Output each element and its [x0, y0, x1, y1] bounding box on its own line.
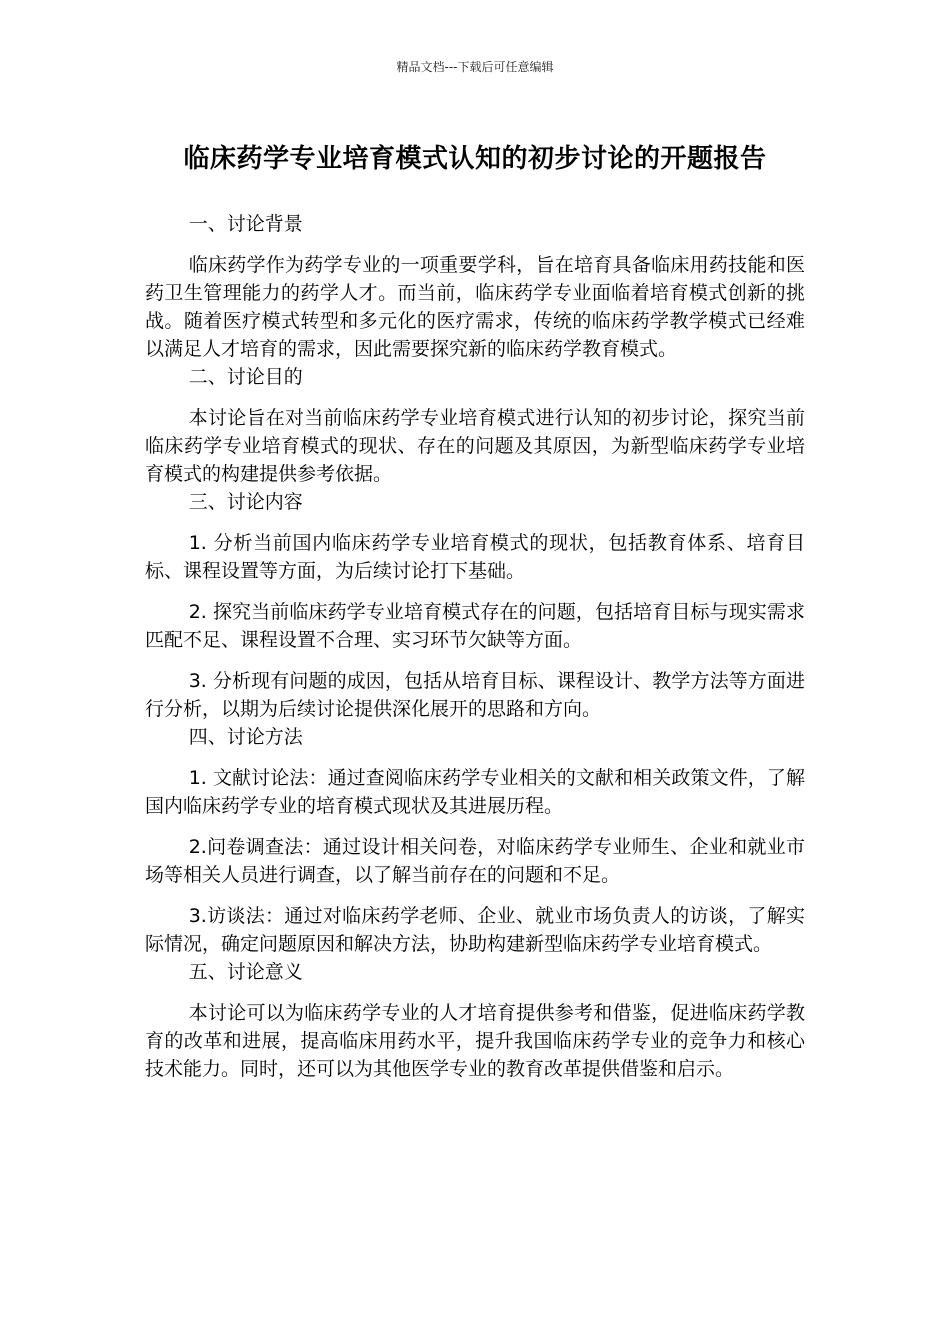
paragraph-method-item-3: 3.访谈法：通过对临床药学老师、企业、就业市场负责人的访谈，了解实际情况，确定问题原因和解决方法，协助构建新型临床药学专业培育模式。	[145, 905, 805, 955]
paragraph-purpose: 本讨论旨在对当前临床药学专业培育模式进行认知的初步讨论，探究当前临床药学专业培育模式的现状、存在的问题及其原因，为新型临床药学专业培育模式的构建提供参考依据。	[145, 407, 805, 485]
section-heading-content: 三、讨论内容	[188, 491, 303, 513]
section-heading-method: 四、讨论方法	[188, 726, 303, 748]
paragraph-content-item-1: 1. 分析当前国内临床药学专业培育模式的现状，包括教育体系、培育目标、课程设置等方面，为后续讨论打下基础。	[145, 532, 805, 582]
paragraph-content-item-3: 3. 分析现有问题的成因，包括从培育目标、课程设计、教学方法等方面进行分析，以期为后续讨论提供深化展开的思路和方向。	[145, 670, 805, 720]
document-body	[145, 210, 805, 1083]
document-title: 临床药学专业培育模式认知的初步讨论的开题报告	[183, 144, 767, 174]
section-heading-significance: 五、讨论意义	[188, 961, 303, 983]
section-heading-purpose: 二、讨论目的	[188, 366, 303, 388]
paragraph-content-item-2: 2. 探究当前临床药学专业培育模式存在的问题，包括培育目标与现实需求匹配不足、课程设置不合理、实习环节欠缺等方面。	[145, 601, 805, 651]
paragraph-method-item-2: 2.问卷调查法：通过设计相关问卷，对临床药学专业师生、企业和就业市场等相关人员进行调查，以了解当前存在的问题和不足。	[145, 836, 805, 886]
section-heading-background: 一、讨论背景	[188, 213, 303, 235]
header-note: 精品文档---下载后可任意编辑	[396, 60, 554, 74]
paragraph-significance: 本讨论可以为临床药学专业的人才培育提供参考和借鉴，促进临床药学教育的改革和进展，提高临床用药水平，提升我国临床药学专业的竞争力和核心技术能力。同时，还可以为其他医学专业的教育改革提供借鉴和启示。	[145, 1002, 805, 1080]
paragraph-background: 临床药学作为药学专业的一项重要学科，旨在培育具备临床用药技能和医药卫生管理能力的药学人才。而当前，临床药学专业面临着培育模式创新的挑战。随着医疗模式转型和多元化的医疗需求，传统的临床药学教学模式已经难以满足人才培育的需求，因此需要探究新的临床药学教育模式。	[145, 254, 805, 360]
paragraph-method-item-1: 1. 文献讨论法：通过查阅临床药学专业相关的文献和相关政策文件，了解国内临床药学专业的培育模式现状及其进展历程。	[145, 767, 805, 817]
